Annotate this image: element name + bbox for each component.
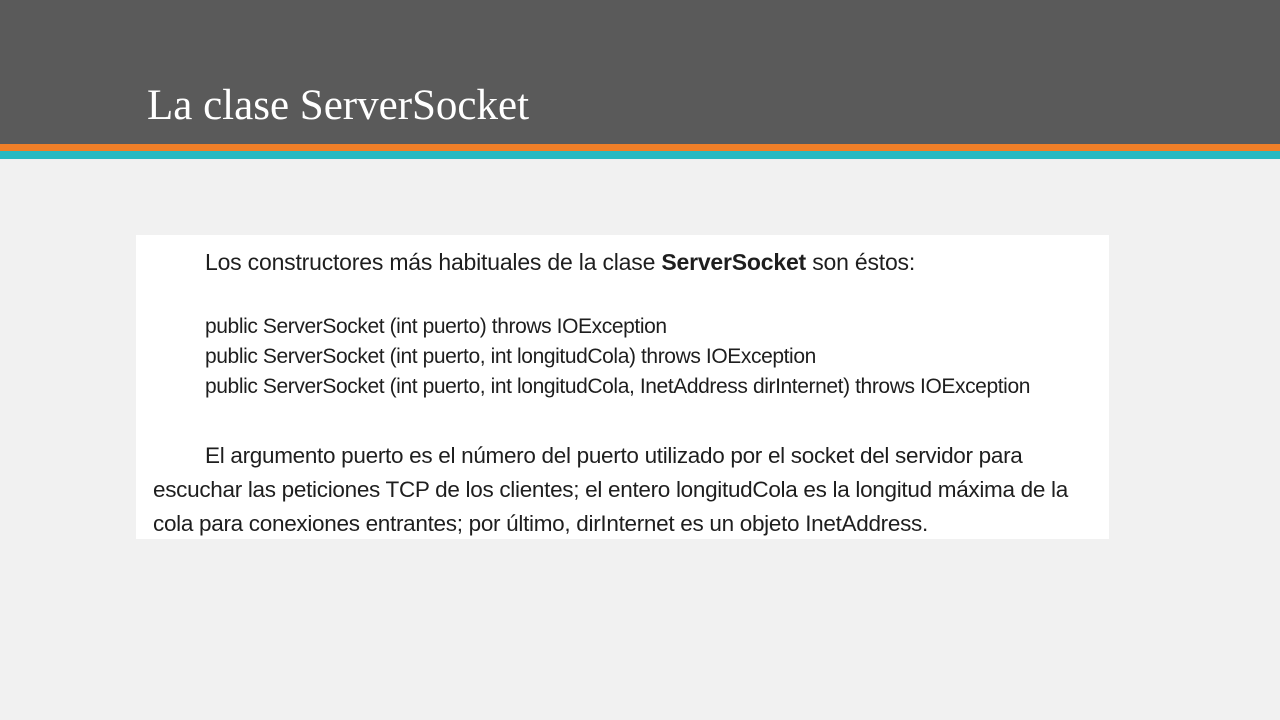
slide-title: La clase ServerSocket bbox=[147, 82, 530, 129]
orange-accent-stripe bbox=[0, 144, 1280, 151]
constructor-signature-2: public ServerSocket (int puerto, int longitudCola) throws IOException bbox=[205, 345, 816, 368]
constructor-signature-1: public ServerSocket (int puerto) throws IOException bbox=[205, 315, 667, 338]
content-image-box bbox=[136, 235, 1109, 539]
class-name-bold: ServerSocket bbox=[661, 249, 806, 275]
arguments-description: El argumento puerto es el número del puerto utilizado por el socket del servidor para escuchar las peticiones TCP de los clientes; el entero longitudCola es la longitud máxima de la cola para conexiones entrantes; por último, dirInternet es un objeto InetAddress. bbox=[153, 443, 1068, 536]
teal-accent-stripe bbox=[0, 151, 1280, 159]
intro-text-end: son éstos: bbox=[806, 249, 916, 275]
intro-text bbox=[205, 247, 915, 277]
intro-text-start: Los constructores más habituales de la clase bbox=[205, 249, 662, 275]
constructor-signature-3: public ServerSocket (int puerto, int longitudCola, InetAddress dirInternet) throws IOException bbox=[205, 375, 1031, 398]
slide-header bbox=[0, 0, 1280, 144]
